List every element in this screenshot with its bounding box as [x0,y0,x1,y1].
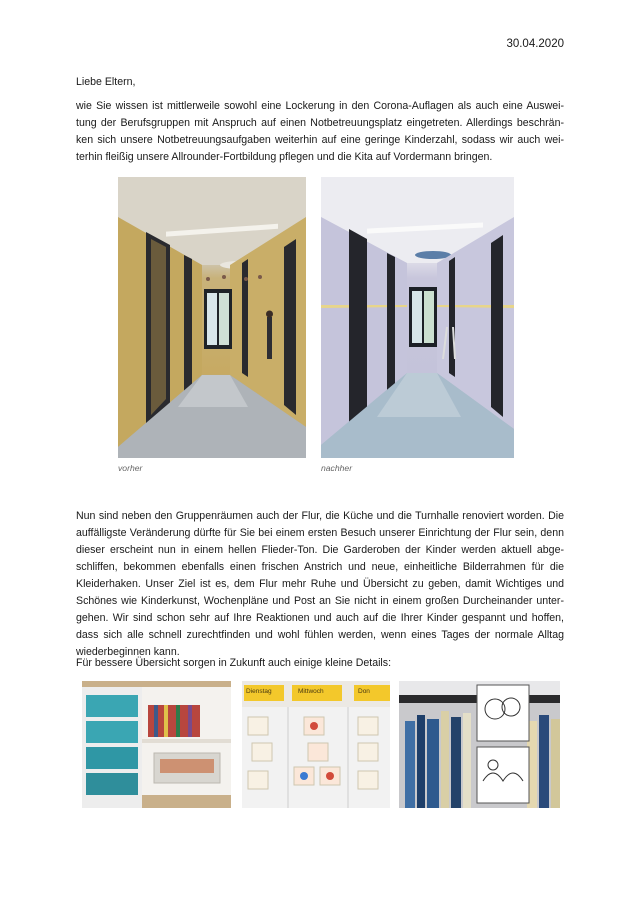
after-caption: nachher [321,463,353,473]
board-day-thursday: Don [358,688,370,695]
renovation-paragraph: Nun sind neben den Gruppenräumen auch der Flur, die Küche und die Turnhalle renoviert worden. Die auffälligste Veränderung dürfte für Sie bei einem ersten Besuch unserer Einrichtung der Flur sein, denn dieser erscheint nun in einem hellen Flieder-Ton. Die Garderoben der Kinder werden aktuell abge-schliffen, bekommen ebenfalls einen frischen Anstrich und neue, einheitliche Bilderrahmen für die Kleiderhaken. Unser Ziel ist es, dem Flur mehr Ruhe und Übersicht zu geben, damit Wichtiges und Schönes wie Kinderkunst, Wochenpläne und Post an Sie nicht in einem großen Durcheinander unter-gehen. Wir sind schon sehr auf Ihre Reaktionen und auch auf die Ihrer Kinder gespannt und hoffen, dass sich alle schnell zurechtfinden und wohl fühlen werden, wenn eines Tages der normale Alltag wiederbeginnen kann. [76,510,564,658]
weekly-board-photo [242,681,390,808]
before-caption: vorher [118,463,143,473]
board-day-tuesday: Dienstag [246,688,272,695]
greeting: Liebe Eltern, [76,76,136,88]
details-intro: Für bessere Übersicht sorgen in Zukunft auch einige kleine Details: [76,657,392,669]
hallway-after-photo [321,177,514,458]
hallway-before-photo [118,177,306,458]
letter-date: 30.04.2020 [506,38,564,50]
board-day-wednesday: Mittwoch [298,688,324,695]
intro-paragraph: wie Sie wissen ist mittlerweile sowohl eine Lockerung in den Corona-Auflagen als auch eine Auswei-tung der Berufsgruppen mit Anspruch auf einen Notbetreuungsplatz eingetreten. Allerdings beschrän-ken sich unsere Notbetreuungsaufgaben weiterhin auf eine geringe Kinderzahl, sodass wir auch wei-terhin fleißig unsere Allrounder-Fortbildung pflegen und die Kita auf Vordermann bringen. [76,100,564,163]
shelf-drawers-photo [82,681,231,808]
bookshelf-photo [399,681,560,808]
